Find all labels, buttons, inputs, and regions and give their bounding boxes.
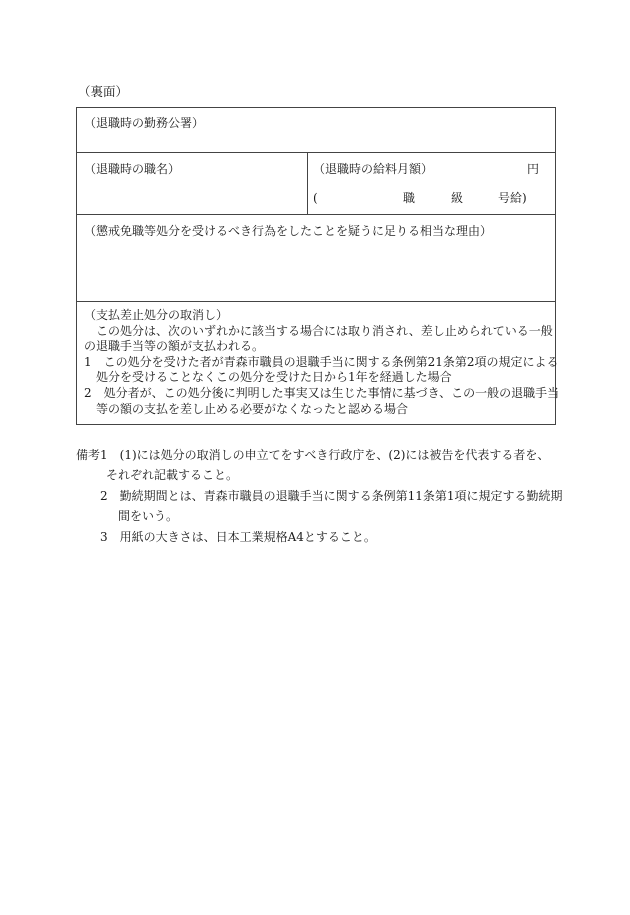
- cancel-item-1: 1 この処分を受けた者が青森市職員の退職手当に関する条例第21条第2項の規定による: [84, 354, 559, 369]
- cancel-item-1-cont: 処分を受けることなくこの処分を受けた日から1年を経過した場合: [84, 370, 452, 385]
- withholding-form-table: [76, 107, 560, 425]
- cancel-line: の退職手当等の額が支払われる。: [84, 339, 265, 354]
- remark-1-cont: それぞれ記載すること。: [106, 468, 239, 483]
- remarks: [76, 445, 563, 547]
- salary-label: （退職時の給料月額）: [313, 162, 434, 176]
- cancellation-text: [84, 308, 559, 417]
- position-salary-row: [77, 153, 555, 215]
- salary-unit: 円: [527, 162, 540, 176]
- grade-gokyu: 号給): [498, 191, 527, 205]
- position-label: （退職時の職名）: [84, 162, 181, 176]
- reason-label: （懲戒免職等処分を受けるべき行為をしたことを疑うに足りる相当な理由）: [84, 224, 493, 238]
- reason-row: [77, 215, 555, 302]
- cancel-line: この処分は、次のいずれかに該当する場合には取り消され、差し止められている一般: [84, 323, 553, 338]
- cancel-title: （支払差止処分の取消し）: [84, 308, 229, 322]
- remark-3: 3 用紙の大きさは、日本工業規格A4とすること。: [100, 529, 376, 544]
- remark-2: 2 勤続期間とは、青森市職員の退職手当に関する条例第11条第1項に規定する勤続期: [100, 488, 563, 503]
- column-divider: [307, 153, 308, 214]
- cancel-item-2: 2 処分者が、この処分後に判明した事実又は生じた事情に基づき、この一般の退職手当: [84, 385, 560, 400]
- back-side-label: （裏面）: [78, 84, 129, 99]
- remark-2-cont: 間をいう。: [118, 509, 179, 524]
- grade-shoku: 職: [403, 191, 416, 205]
- office-row: [77, 108, 555, 153]
- grade-open-paren: (: [313, 191, 318, 205]
- cancellation-row: [77, 302, 560, 426]
- cancel-item-2-cont: 等の額の支払を差し止める必要がなくなったと認める場合: [84, 401, 409, 416]
- remark-1: 備考1 (1)には処分の取消しの申立てをすべき行政庁を、(2)には被告を代表する者を、: [76, 448, 550, 462]
- office-label: （退職時の勤務公署）: [84, 116, 205, 130]
- grade-kyu: 級: [451, 191, 464, 205]
